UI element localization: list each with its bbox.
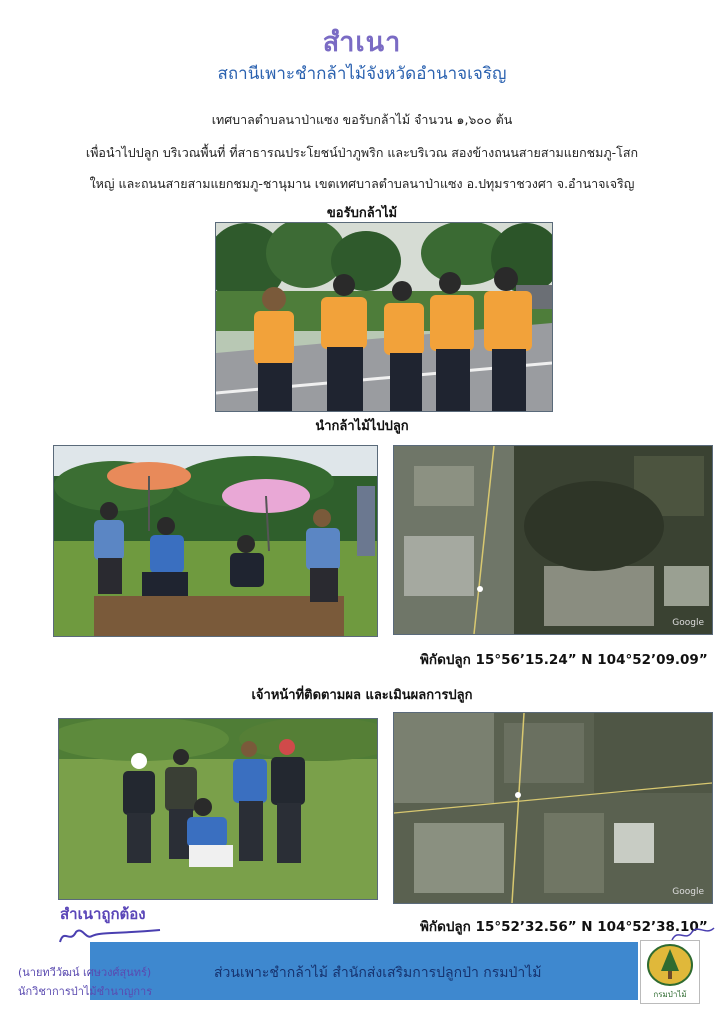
photo-receive-seedlings-graphic bbox=[216, 223, 552, 411]
copy-stamp-title: สำเนา bbox=[322, 27, 402, 58]
photo-receive-seedlings bbox=[215, 222, 553, 412]
caption-monitoring: เจ้าหน้าที่ติดตามผล และเมินผลการปลูก bbox=[251, 688, 473, 703]
coordinate-2: พิกัดปลูก 15°52’32.56” N 104°52’38.10” bbox=[420, 919, 708, 935]
satellite-map-2 bbox=[393, 712, 713, 904]
signer-name: (นายทวีวัฒน์ เศษวงศ์สุนทร์) bbox=[18, 966, 152, 979]
satellite-map-1 bbox=[393, 445, 713, 635]
station-title: สถานีเพาะชำกล้าไม้จังหวัดอำนาจเจริญ bbox=[217, 64, 507, 84]
royal-forest-department-logo bbox=[640, 940, 700, 1004]
body-line-2: เพื่อนำไปปลูก บริเวณพื้นที่ ที่สาธารณประโยชน์ป่าภูพริก และบริเวณ สองข้างถนนสายสามแยกชมภู-โสก bbox=[85, 145, 639, 160]
forest-emblem-icon bbox=[641, 941, 699, 991]
signer-block bbox=[18, 963, 152, 1001]
satellite-map-2-graphic bbox=[394, 713, 712, 903]
caption-receive-seedlings: ขอรับกล้าไม้ bbox=[326, 206, 398, 221]
footer-text: ส่วนเพาะชำกล้าไม้ สำนักส่งเสริมการปลูกป่า กรมป่าไม้ bbox=[214, 965, 542, 981]
signer-position: นักวิชาการป่าไม้ชำนาญการ bbox=[18, 985, 153, 998]
body-line-3: ใหญ่ และถนนสายสามแยกชมภู-ชานุมาน เขตเทศบาลตำบลนาป่าแซง อ.ปทุมราชวงศา จ.อำนาจเจริญ bbox=[89, 176, 635, 191]
body-line-1: เทศบาลตำบลนาป่าแซง ขอรับกล้าไม้ จำนวน ๑,๖๐๐ ต้น bbox=[211, 112, 513, 127]
photo-planting-graphic bbox=[54, 446, 377, 636]
photo-monitoring bbox=[58, 718, 378, 900]
map-2-watermark: Google bbox=[672, 887, 704, 897]
photo-planting bbox=[53, 445, 378, 637]
caption-planting: นำกล้าไม้ไปปลูก bbox=[315, 419, 409, 434]
map-1-watermark: Google bbox=[672, 618, 704, 628]
photo-monitoring-graphic bbox=[59, 719, 377, 899]
certify-stamp: สำเนาถูกต้อง bbox=[60, 905, 146, 923]
satellite-map-1-graphic bbox=[394, 446, 712, 634]
logo-label: กรมป่าไม้ bbox=[653, 990, 687, 999]
coordinate-1: พิกัดปลูก 15°56’15.24” N 104°52’09.09” bbox=[420, 652, 708, 668]
